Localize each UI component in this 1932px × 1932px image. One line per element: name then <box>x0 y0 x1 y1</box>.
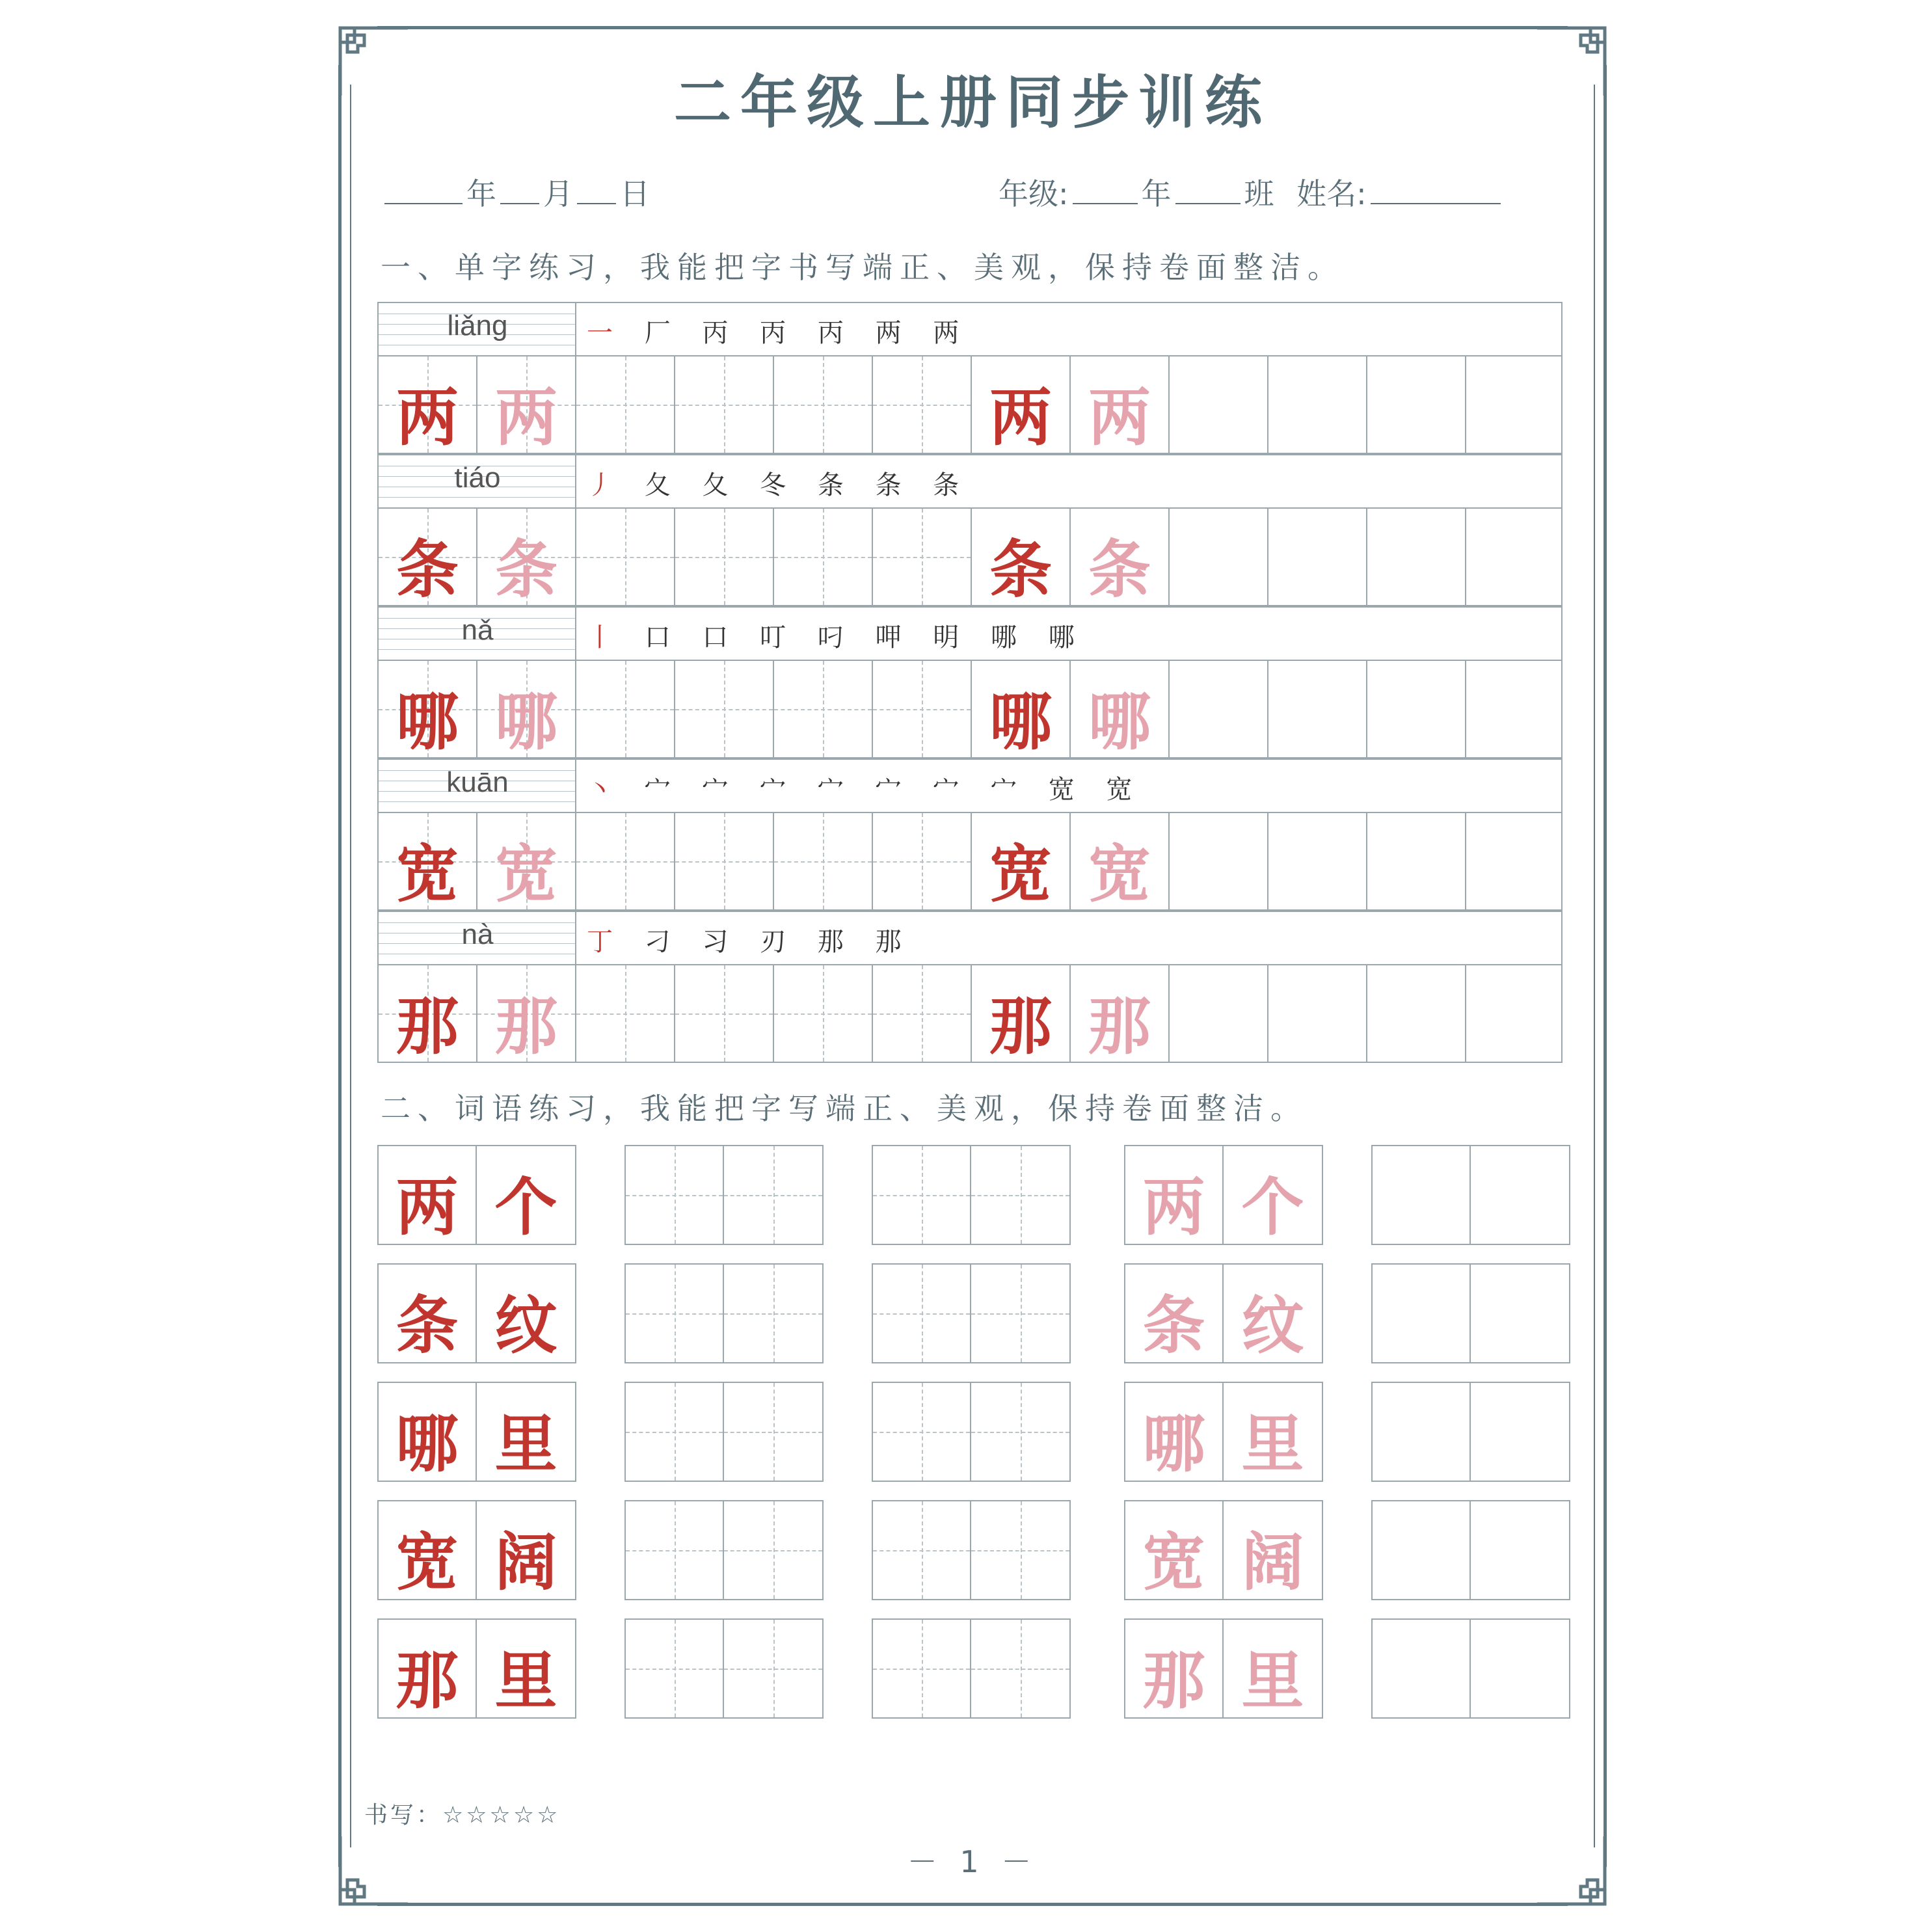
pinyin-stroke-row <box>377 302 1563 355</box>
word-model-character: 两 <box>396 1170 459 1244</box>
word-cell <box>1125 1265 1224 1362</box>
grade-blank[interactable] <box>1073 196 1138 204</box>
word-model-character: 哪 <box>396 1407 459 1481</box>
frame-inner-left-line <box>350 85 351 1847</box>
char-row <box>377 454 1563 606</box>
word-cell <box>1224 1501 1322 1599</box>
word-practice-group[interactable] <box>872 1145 1071 1245</box>
model-char-cell <box>477 509 576 605</box>
pinyin-text: nà <box>461 919 494 950</box>
model-char-cell <box>379 813 477 909</box>
model-char-cell <box>379 965 477 1062</box>
section2-heading: 二、词语练习，我能把字写端正、美观，保持卷面整洁。 <box>381 1091 1308 1126</box>
class-label: 班 <box>1244 176 1274 211</box>
practice-cell[interactable] <box>774 356 873 453</box>
pinyin-text: tiáo <box>454 462 501 494</box>
year-label: 年 <box>466 176 496 211</box>
word-cell[interactable] <box>1373 1620 1471 1717</box>
pinyin-text: liǎng <box>447 310 508 342</box>
word-cell <box>1224 1265 1322 1362</box>
practice-cell[interactable] <box>576 509 675 605</box>
word-cell[interactable] <box>724 1501 822 1599</box>
pinyin-stroke-row <box>377 454 1563 507</box>
word-cell[interactable] <box>1373 1383 1471 1481</box>
model-char-cell <box>1071 813 1170 909</box>
model-char-cell <box>477 661 576 757</box>
practice-cell[interactable] <box>1268 813 1367 909</box>
model-character: 那 <box>396 989 459 1063</box>
word-cell <box>1125 1501 1224 1599</box>
practice-cell[interactable] <box>774 813 873 909</box>
word-trace-character: 里 <box>1241 1644 1304 1717</box>
stroke-order-first: 一 <box>587 318 624 348</box>
word-cell[interactable] <box>873 1383 971 1481</box>
word-trace-character: 阔 <box>1241 1525 1304 1599</box>
word-model-character: 个 <box>494 1170 557 1244</box>
word-practice-group[interactable] <box>624 1382 824 1482</box>
writing-grid-row <box>377 964 1563 1063</box>
model-character: 那 <box>989 989 1052 1063</box>
practice-cell[interactable] <box>675 813 774 909</box>
stroke-order-first: 丶 <box>587 775 624 805</box>
practice-cell[interactable] <box>774 661 873 757</box>
word-cell[interactable] <box>1471 1383 1569 1481</box>
trace-character: 宽 <box>495 837 557 911</box>
word-practice-group[interactable] <box>1371 1263 1570 1363</box>
writing-grid-row <box>377 812 1563 911</box>
practice-cell[interactable] <box>675 509 774 605</box>
word-practice-group[interactable] <box>1371 1382 1570 1482</box>
word-cell[interactable] <box>1373 1146 1471 1244</box>
word-cell[interactable] <box>1471 1620 1569 1717</box>
stroke-order-first: 丁 <box>587 927 624 957</box>
word-practice-group[interactable] <box>872 1382 1071 1482</box>
frame-bottom-line <box>377 1903 1568 1906</box>
word-trace-group <box>1124 1382 1323 1482</box>
word-model-character: 条 <box>396 1289 459 1362</box>
word-trace-character: 那 <box>1142 1644 1205 1717</box>
pinyin-stroke-row <box>377 758 1563 812</box>
frame-left-line <box>338 65 342 1867</box>
word-trace-group <box>1124 1618 1323 1719</box>
trace-character: 条 <box>495 533 557 606</box>
model-character: 条 <box>396 533 459 606</box>
day-label: 日 <box>620 176 650 211</box>
practice-cell[interactable] <box>1466 965 1565 1062</box>
trace-character: 哪 <box>495 685 557 758</box>
pinyin-stroke-row <box>377 911 1563 964</box>
trace-character: 那 <box>495 989 557 1063</box>
stroke-order-rest: 厂 丙 丙 丙 两 两 <box>644 318 971 348</box>
practice-cell[interactable] <box>873 813 972 909</box>
word-cell[interactable] <box>1471 1146 1569 1244</box>
stroke-order <box>587 464 971 502</box>
name-label: 姓名: <box>1296 176 1367 211</box>
year-blank[interactable] <box>384 196 463 204</box>
word-practice-group[interactable] <box>1371 1145 1570 1245</box>
word-practice-group[interactable] <box>624 1618 824 1719</box>
trace-character: 条 <box>1088 533 1151 606</box>
writing-rating: 书写：☆☆☆☆☆ <box>364 1802 561 1829</box>
grade-year-label: 年 <box>1141 176 1172 211</box>
practice-cell[interactable] <box>1367 965 1466 1062</box>
practice-cell[interactable] <box>774 509 873 605</box>
word-trace-character: 个 <box>1241 1170 1304 1244</box>
stroke-order-rest: 宀 宀 宀 宀 宀 宀 宀 宽 宽 <box>644 775 1144 805</box>
stroke-order-first: 丿 <box>587 470 624 500</box>
model-char-cell <box>972 813 1071 909</box>
single-character-table <box>377 302 1563 1063</box>
word-cell[interactable] <box>873 1501 971 1599</box>
frame-top-line <box>377 26 1568 29</box>
practice-cell[interactable] <box>576 661 675 757</box>
model-char-cell <box>1071 356 1170 453</box>
word-cell <box>379 1383 477 1481</box>
model-character: 哪 <box>989 685 1052 758</box>
stroke-order <box>587 921 913 958</box>
stroke-order <box>587 769 1144 806</box>
word-practice-group[interactable] <box>624 1263 824 1363</box>
word-cell[interactable] <box>626 1265 724 1362</box>
word-model-character: 阔 <box>494 1525 557 1599</box>
pinyin-text: kuān <box>446 766 509 798</box>
model-char-cell <box>972 661 1071 757</box>
practice-cell[interactable] <box>1466 661 1565 757</box>
model-char-cell <box>477 813 576 909</box>
student-info-line <box>999 170 1505 213</box>
word-cell[interactable] <box>873 1620 971 1717</box>
stroke-order-first: 丨 <box>587 623 624 652</box>
word-cell <box>1125 1620 1224 1717</box>
pinyin-cell <box>379 303 576 355</box>
model-char-cell <box>1071 661 1170 757</box>
word-cell <box>379 1265 477 1362</box>
word-model-group <box>377 1618 576 1719</box>
word-cell[interactable] <box>873 1265 971 1362</box>
model-character: 哪 <box>396 685 459 758</box>
practice-cell[interactable] <box>1367 356 1466 453</box>
practice-cell[interactable] <box>576 813 675 909</box>
model-char-cell <box>379 356 477 453</box>
model-character: 两 <box>989 381 1052 454</box>
word-cell <box>379 1146 477 1244</box>
word-cell <box>379 1620 477 1717</box>
word-cell[interactable] <box>873 1146 971 1244</box>
practice-cell[interactable] <box>1170 356 1268 453</box>
word-cell[interactable] <box>971 1501 1069 1599</box>
practice-cell[interactable] <box>873 661 972 757</box>
word-cell <box>1224 1383 1322 1481</box>
date-line <box>381 170 650 213</box>
char-row <box>377 302 1563 454</box>
word-trace-character: 两 <box>1142 1170 1205 1244</box>
model-char-cell <box>1071 965 1170 1062</box>
pinyin-cell <box>379 912 576 964</box>
word-cell <box>1224 1620 1322 1717</box>
word-cell[interactable] <box>724 1146 822 1244</box>
word-practice-group[interactable] <box>872 1500 1071 1600</box>
name-blank[interactable] <box>1371 196 1501 204</box>
month-label: 月 <box>543 176 573 211</box>
trace-character: 两 <box>1088 381 1151 454</box>
practice-cell[interactable] <box>1466 813 1565 909</box>
stroke-order-rest: 口 口 叮 叼 呷 明 哪 哪 <box>644 623 1086 652</box>
char-row <box>377 911 1563 1063</box>
practice-cell[interactable] <box>873 356 972 453</box>
stroke-order <box>587 617 1086 654</box>
practice-cell[interactable] <box>1170 661 1268 757</box>
word-cell <box>477 1620 575 1717</box>
word-trace-group <box>1124 1500 1323 1600</box>
practice-cell[interactable] <box>1170 965 1268 1062</box>
practice-cell[interactable] <box>1367 509 1466 605</box>
pinyin-cell <box>379 455 576 507</box>
word-practice-group[interactable] <box>624 1500 824 1600</box>
word-practice-group[interactable] <box>872 1263 1071 1363</box>
practice-cell[interactable] <box>1367 661 1466 757</box>
writing-grid-row <box>377 355 1563 454</box>
word-cell <box>1125 1383 1224 1481</box>
word-model-group <box>377 1145 576 1245</box>
practice-cell[interactable] <box>1367 813 1466 909</box>
word-practice-group[interactable] <box>872 1618 1071 1719</box>
pinyin-text: nǎ <box>461 614 494 646</box>
page-title: 二年级上册同步训练 <box>673 68 1271 136</box>
practice-cell[interactable] <box>774 965 873 1062</box>
word-trace-character: 条 <box>1142 1289 1205 1362</box>
practice-cell[interactable] <box>1170 813 1268 909</box>
class-blank[interactable] <box>1175 196 1241 204</box>
writing-grid-row <box>377 660 1563 758</box>
practice-cell[interactable] <box>1466 509 1565 605</box>
page-number: － 1 － <box>907 1844 1038 1879</box>
word-model-character: 宽 <box>396 1525 459 1599</box>
pinyin-guide-line <box>379 497 575 498</box>
word-cell <box>379 1501 477 1599</box>
word-practice-group[interactable] <box>1371 1618 1570 1719</box>
model-character: 宽 <box>989 837 1052 911</box>
word-cell[interactable] <box>626 1383 724 1481</box>
word-cell[interactable] <box>1373 1265 1471 1362</box>
trace-character: 哪 <box>1088 685 1151 758</box>
stroke-order-rest: 夂 夂 冬 条 条 条 <box>644 470 971 500</box>
word-practice-group[interactable] <box>624 1145 824 1245</box>
word-cell <box>477 1383 575 1481</box>
pinyin-stroke-row <box>377 606 1563 660</box>
word-cell[interactable] <box>971 1265 1069 1362</box>
model-char-cell <box>972 509 1071 605</box>
trace-character: 宽 <box>1088 837 1151 911</box>
practice-cell[interactable] <box>1170 509 1268 605</box>
word-model-character: 纹 <box>494 1289 557 1362</box>
word-cell[interactable] <box>971 1146 1069 1244</box>
word-practice-group[interactable] <box>1371 1500 1570 1600</box>
practice-cell[interactable] <box>675 356 774 453</box>
model-character: 两 <box>396 381 459 454</box>
word-cell <box>1125 1146 1224 1244</box>
model-character: 条 <box>989 533 1052 606</box>
trace-character: 那 <box>1088 989 1151 1063</box>
pinyin-guide-line <box>379 801 575 802</box>
model-char-cell <box>477 356 576 453</box>
model-character: 宽 <box>396 837 459 911</box>
word-trace-character: 哪 <box>1142 1407 1205 1481</box>
word-cell[interactable] <box>971 1620 1069 1717</box>
word-trace-group <box>1124 1145 1323 1245</box>
practice-cell[interactable] <box>576 965 675 1062</box>
model-char-cell <box>972 356 1071 453</box>
char-row <box>377 606 1563 758</box>
word-model-group <box>377 1382 576 1482</box>
pinyin-guide-line <box>379 649 575 650</box>
word-cell <box>477 1146 575 1244</box>
worksheet-page <box>338 26 1607 1906</box>
practice-cell[interactable] <box>675 965 774 1062</box>
stroke-order-rest: 刁 习 刃 那 那 <box>644 927 913 957</box>
word-cell <box>1224 1146 1322 1244</box>
writing-grid-row <box>377 507 1563 606</box>
grade-label: 年级: <box>999 176 1069 211</box>
char-row <box>377 758 1563 911</box>
word-trace-character: 宽 <box>1142 1525 1205 1599</box>
frame-right-line <box>1603 65 1607 1867</box>
word-cell <box>477 1501 575 1599</box>
word-trace-group <box>1124 1263 1323 1363</box>
section1-heading: 一、单字练习，我能把字书写端正、美观，保持卷面整洁。 <box>381 250 1345 285</box>
word-cell[interactable] <box>1471 1501 1569 1599</box>
practice-cell[interactable] <box>1268 356 1367 453</box>
word-model-group <box>377 1500 576 1600</box>
pinyin-cell <box>379 760 576 812</box>
pinyin-cell <box>379 608 576 660</box>
model-char-cell <box>379 661 477 757</box>
model-char-cell <box>972 965 1071 1062</box>
word-model-character: 里 <box>494 1407 557 1481</box>
trace-character: 两 <box>495 381 557 454</box>
word-cell[interactable] <box>626 1501 724 1599</box>
word-cell <box>477 1265 575 1362</box>
word-cell[interactable] <box>971 1383 1069 1481</box>
model-char-cell <box>379 509 477 605</box>
word-cell[interactable] <box>1471 1265 1569 1362</box>
word-cell[interactable] <box>724 1265 822 1362</box>
word-model-character: 里 <box>494 1644 557 1717</box>
word-cell[interactable] <box>626 1620 724 1717</box>
frame-inner-right-line <box>1594 85 1595 1847</box>
model-char-cell <box>477 965 576 1062</box>
word-model-character: 那 <box>396 1644 459 1717</box>
stroke-order <box>587 312 971 349</box>
practice-cell[interactable] <box>1268 965 1367 1062</box>
month-blank[interactable] <box>500 196 539 204</box>
word-cell[interactable] <box>1373 1501 1471 1599</box>
word-model-group <box>377 1263 576 1363</box>
word-trace-character: 里 <box>1241 1407 1304 1481</box>
practice-cell[interactable] <box>1268 661 1367 757</box>
practice-cell[interactable] <box>1268 509 1367 605</box>
practice-cell[interactable] <box>675 661 774 757</box>
practice-cell[interactable] <box>873 509 972 605</box>
word-trace-character: 纹 <box>1241 1289 1304 1362</box>
practice-cell[interactable] <box>576 356 675 453</box>
day-blank[interactable] <box>577 196 616 204</box>
practice-cell[interactable] <box>1466 356 1565 453</box>
word-cell[interactable] <box>724 1620 822 1717</box>
word-cell[interactable] <box>626 1146 724 1244</box>
practice-cell[interactable] <box>873 965 972 1062</box>
model-char-cell <box>1071 509 1170 605</box>
word-cell[interactable] <box>724 1383 822 1481</box>
